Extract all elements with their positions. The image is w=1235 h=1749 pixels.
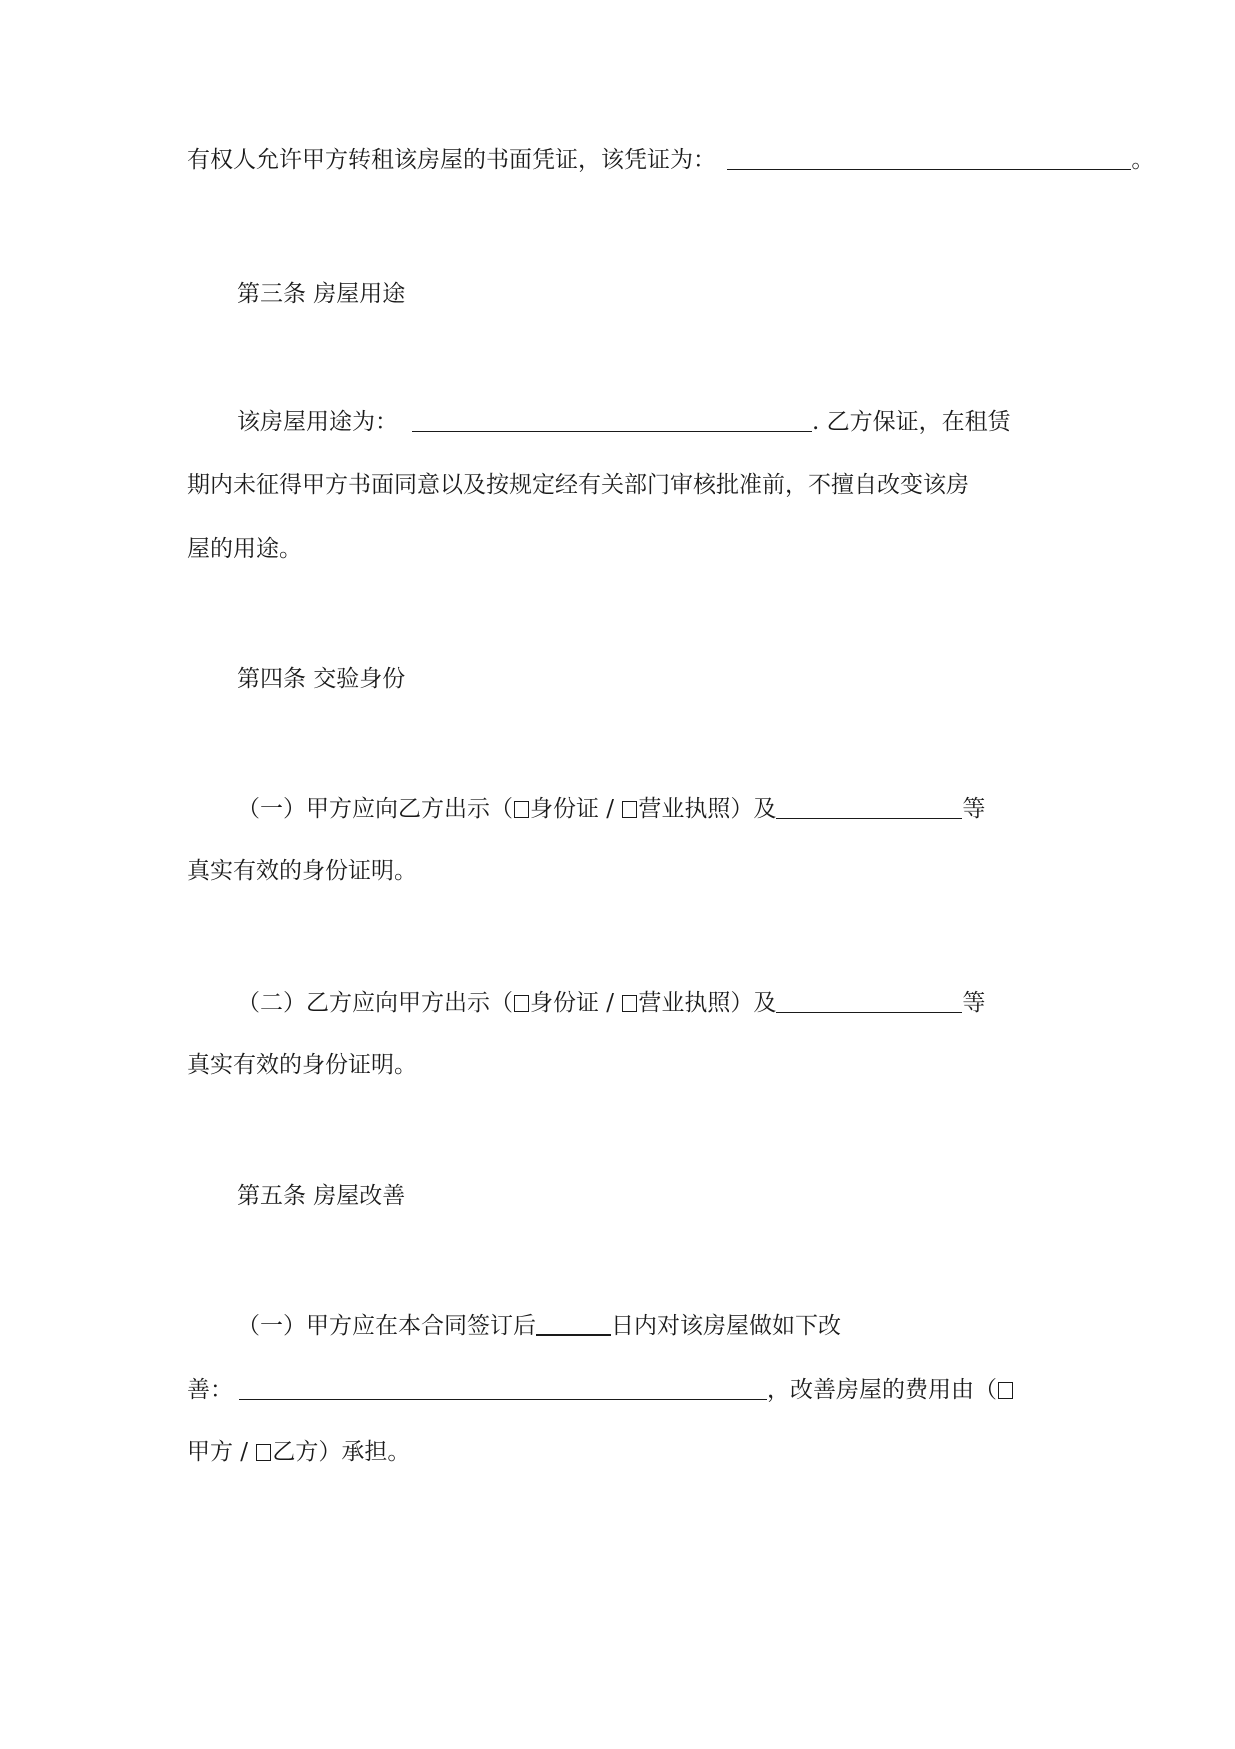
- other-id-blank-b[interactable]: [776, 990, 962, 1013]
- usage-line-3: 屋的用途。: [187, 536, 302, 562]
- text-written-proof: 有权人允许甲方转租该房屋的书面凭证，该凭证为：: [187, 147, 716, 173]
- text-improvement-a: （一）甲方应在本合同签订后: [237, 1313, 536, 1339]
- article-3-heading: 第三条 房屋用途: [237, 281, 406, 307]
- text-cost-by: ，改善房屋的费用由（: [767, 1377, 997, 1403]
- line-improvement-2: [187, 1377, 1014, 1402]
- id-card-checkbox-a[interactable]: [514, 801, 529, 818]
- other-id-blank-a[interactable]: [776, 796, 962, 819]
- text-usage-prefix: 该房屋用途为：: [237, 409, 398, 435]
- text-period: 。: [1131, 147, 1155, 173]
- party-b-id-line-2: 真实有效的身份证明。: [187, 1052, 417, 1078]
- text-license-b: 营业执照）及: [638, 990, 777, 1016]
- party-b-cost-checkbox[interactable]: [256, 1444, 271, 1461]
- id-card-checkbox-b[interactable]: [514, 995, 529, 1012]
- line-improvement: [237, 1312, 841, 1338]
- text-license-a: 营业执照）及: [638, 796, 777, 822]
- usage-line-2: 期内未征得甲方书面同意以及按规定经有关部门审核批准前，不擅自改变该房: [187, 472, 969, 498]
- usage-blank-field[interactable]: [412, 409, 812, 432]
- improvement-blank-field[interactable]: [239, 1377, 767, 1400]
- days-blank-field[interactable]: [536, 1312, 611, 1336]
- text-id-card-a: 身份证 /: [530, 796, 622, 822]
- line-usage: [237, 409, 1011, 434]
- text-party-b-bear: 乙方）承担。: [272, 1439, 411, 1465]
- party-a-id-line-2: 真实有效的身份证明。: [187, 858, 417, 884]
- line-party-b-id: [237, 990, 985, 1015]
- article-5-heading: 第五条 房屋改善: [237, 1183, 406, 1209]
- line-improvement-3: [187, 1441, 410, 1464]
- text-usage-suffix: . 乙方保证，在租赁: [812, 409, 1011, 435]
- text-id-card-b: 身份证 /: [530, 990, 622, 1016]
- party-a-cost-checkbox[interactable]: [998, 1382, 1013, 1399]
- text-etc-b: 等: [962, 990, 986, 1016]
- text-etc-a: 等: [962, 796, 986, 822]
- text-improvement-b: 日内对该房屋做如下改: [611, 1313, 841, 1339]
- line-party-a-id: [237, 796, 985, 821]
- text-party-a: 甲方 /: [187, 1439, 256, 1465]
- text-party-a-show: （一）甲方应向乙方出示（: [237, 796, 513, 822]
- business-license-checkbox-b[interactable]: [622, 995, 637, 1012]
- proof-blank-field[interactable]: [727, 147, 1131, 170]
- text-improvement-c: 善：: [187, 1377, 233, 1403]
- business-license-checkbox-a[interactable]: [622, 801, 637, 818]
- line-written-proof: [187, 147, 1154, 172]
- text-party-b-show: （二）乙方应向甲方出示（: [237, 990, 513, 1016]
- article-4-heading: 第四条 交验身份: [237, 666, 406, 692]
